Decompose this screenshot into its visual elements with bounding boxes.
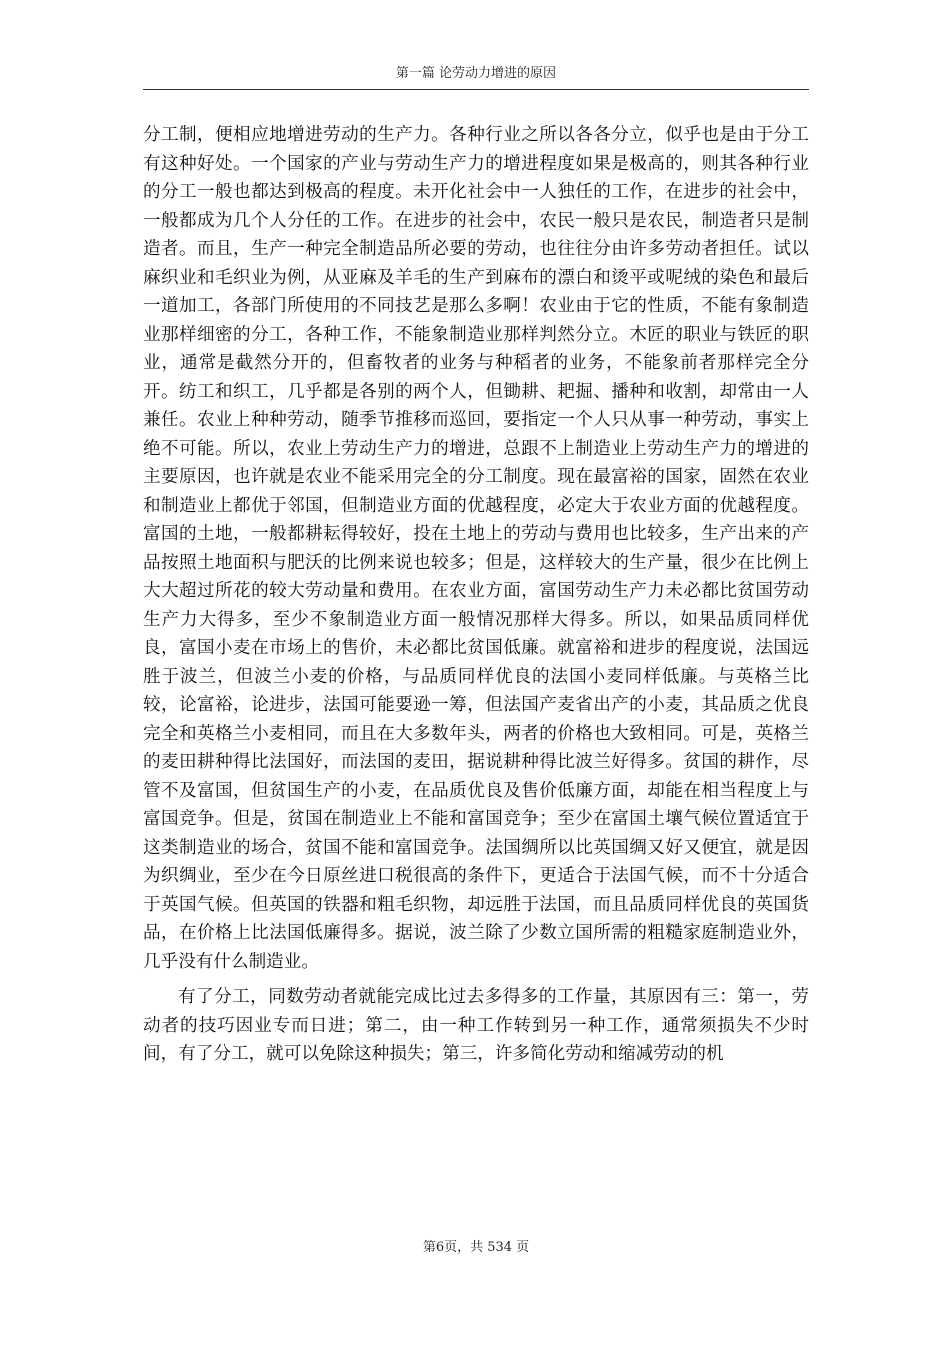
paragraph-2: 有了分工，同数劳动者就能完成比过去多得多的工作量，其原因有三：第一，劳动者的技巧因业专而日进；第二，由一种工作转到另一种工作，通常须损失不少时间，有了分工，就可以免除这种损失；第三，许多简化劳动和缩减劳动的机 — [143, 987, 809, 1064]
page-number-footer: 第6页，共 534 页 — [422, 1240, 530, 1255]
header-divider — [143, 89, 809, 90]
page-body — [143, 121, 809, 1069]
paragraph-1: 分工制，便相应地增进劳动的生产力。各种行业之所以各各分立，似乎也是由于分工有这种好处。一个国家的产业与劳动生产力的增进程度如果是极高的，则其各种行业的分工一般也都达到极高的程度。未开化社会中一人独任的工作，在进步的社会中，一般都成为几个人分任的工作。在进步的社会中，农民一般只是农民，制造者只是制造者。而且，生产一种完全制造品所必要的劳动，也往往分由许多劳动者担任。试以麻织业和毛织业为例，从亚麻及羊毛的生产到麻布的漂白和烫平或呢绒的染色和最后一道加工，各部门所使用的不同技艺是那么多啊！农业由于它的性质，不能有象制造业那样细密的分工，各种工作，不能象制造业那样判然分立。木匠的职业与铁匠的职业，通常是截然分开的，但畜牧者的业务与种稻者的业务，不能象前者那样完全分开。纺工和织工，几乎都是各别的两个人，但锄耕、耙掘、播种和收割，却常由一人兼任。农业上种种劳动，随季节推移而巡回，要指定一个人只从事一种劳动，事实上绝不可能。所以，农业上劳动生产力的增进，总跟不上制造业上劳动生产力的增进的主要原因，也许就是农业不能采用完全的分工制度。现在最富裕的国家，固然在农业和制造业上都优于邻国，但制造业方面的优越程度，必定大于农业方面的优越程度。富国的土地，一般都耕耘得较好，投在土地上的劳动与费用也比较多，生产出来的产品按照土地面积与肥沃的比例来说也较多；但是，这样较大的生产量，很少在比例上大大超过所花的较大劳动量和费用。在农业方面，富国劳动生产力未必都比贫国劳动生产力大得多，至少不象制造业方面一般情况那样大得多。所以，如果品质同样优良，富国小麦在市场上的售价，未必都比贫国低廉。就富裕和进步的程度说，法国远胜于波兰，但波兰小麦的价格，与品质同样优良的法国小麦同样低廉。与英格兰比较，论富裕，论进步，法国可能要逊一筹，但法国产麦省出产的小麦，其品质之优良完全和英格兰小麦相同，而且在大多数年头，两者的价格也大致相同。可是，英格兰的麦田耕种得比法国好，而法国的麦田，据说耕种得比波兰好得多。贫国的耕作，尽管不及富国，但贫国生产的小麦，在品质优良及售价低廉方面，却能在相当程度上与富国竞争。但是，贫国在制造业上不能和富国竞争；至少在富国土壤气候位置适宜于这类制造业的场合，贫国不能和富国竞争。法国绸所以比英国绸又好又便宜，就是因为织绸业，至少在今日原丝进口税很高的条件下，更适合于法国气候，而不十分适合于英国气候。但英国的铁器和粗毛织物，却远胜于法国，而且品质同样优良的英国货品，在价格上比法国低廉得多。据说，波兰除了少数立国所需的粗糙家庭制造业外，几乎没有什么制造业。 — [143, 125, 809, 972]
running-header: 第一篇 论劳动力增进的原因 — [395, 66, 557, 81]
